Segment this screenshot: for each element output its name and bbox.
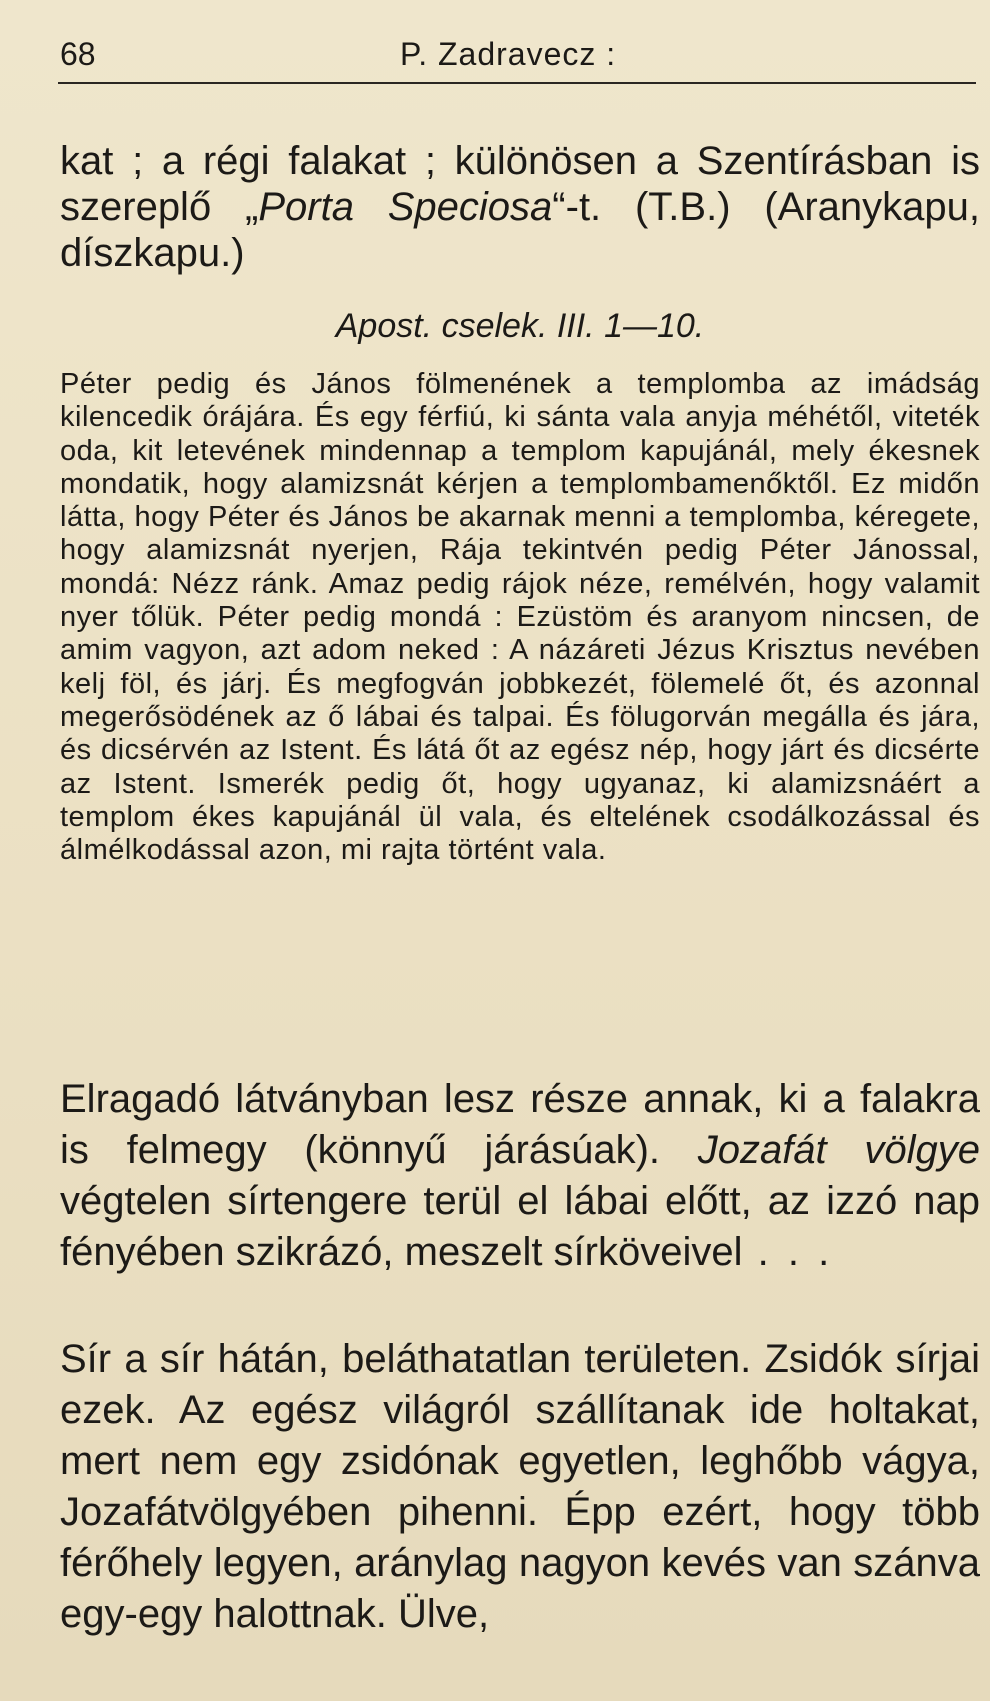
para1-text-start: Elragadó látványban lesz része annak, ki a falakra is felmegy (könnyű járásúak). <box>60 1077 980 1172</box>
running-head: P. Zadravecz : <box>400 36 617 72</box>
para1-text-end: végtelen sírtengere terül el lábai előtt, az izzó nap fényében szikrázó, meszelt sírköveivel <box>60 1179 980 1274</box>
intro-text-end: “-t. (T.B.) (Aranykapu, díszkapu.) <box>60 185 980 275</box>
body-paragraph-2: Sír a sír hátán, beláthatatlan területen. Zsidók sírjai ezek. Az egész világról szállítanak ide holtakat, mert nem egy zsidónak egyetlen, leghőbb vágya, Jozafátvölgyében pihenni. Épp ezért, hogy több férőhely legyen, aránylag nagyon kevés van szánva egy-egy halottnak. Ülve, <box>60 1337 980 1636</box>
page-number: 68 <box>60 36 96 72</box>
intro-paragraph <box>60 138 980 276</box>
intro-text-start: kat ; a régi falakat ; különösen a Szentírásban is szereplő „ <box>60 139 980 229</box>
scripture-citation: Apost. cselek. III. 1—10. <box>335 307 705 345</box>
para1-italic-place: Jozafát völgye <box>697 1128 980 1172</box>
intro-italic-term: Porta Speciosa <box>258 185 553 229</box>
page-header <box>58 28 976 84</box>
para1-ellipsis: . . . <box>742 1230 834 1274</box>
body-paragraph-1 <box>60 1074 980 1278</box>
scripture-passage: Péter pedig és János fölmenének a templomba az imádság kilencedik órájára. És egy férfiú, ki sánta vala anyja méhétől, viteték oda, kit letevének mindennap a templom kapujánál, mely ékesnek mondatik, hogy alamizsnát kérjen a templombamenőktől. Ez midőn látta, hogy Péter és János be akarnak menni a templomba, kéregete, hogy alamizsnát nyerjen, Rája tekintvén pedig Péter Jánossal, mondá: Nézz ránk. Amaz pedig rájok néze, remélvén, hogy valamit nyer tőlük. Péter pedig mondá : Ezüstöm és aranyom nincsen, de amim vagyon, azt adom neked : A názáreti Jézus Krisztus nevében kelj föl, és járj. És megfogván jobbkezét, fölemelé őt, és azonnal megerősödének az ő lábai és talpai. És fölugorván megálla és jára, és dicsérvén az Istent. És látá őt az egész nép, hogy járt és dicsérte az Istent. Ismerék pedig őt, hogy ugyanaz, ki alamizsnáért a templom ékes kapujánál ül vala, és eltelének csodálkozással és álmélkodással azon, mi rajta történt vala. <box>60 368 980 867</box>
header-rule <box>58 82 976 84</box>
